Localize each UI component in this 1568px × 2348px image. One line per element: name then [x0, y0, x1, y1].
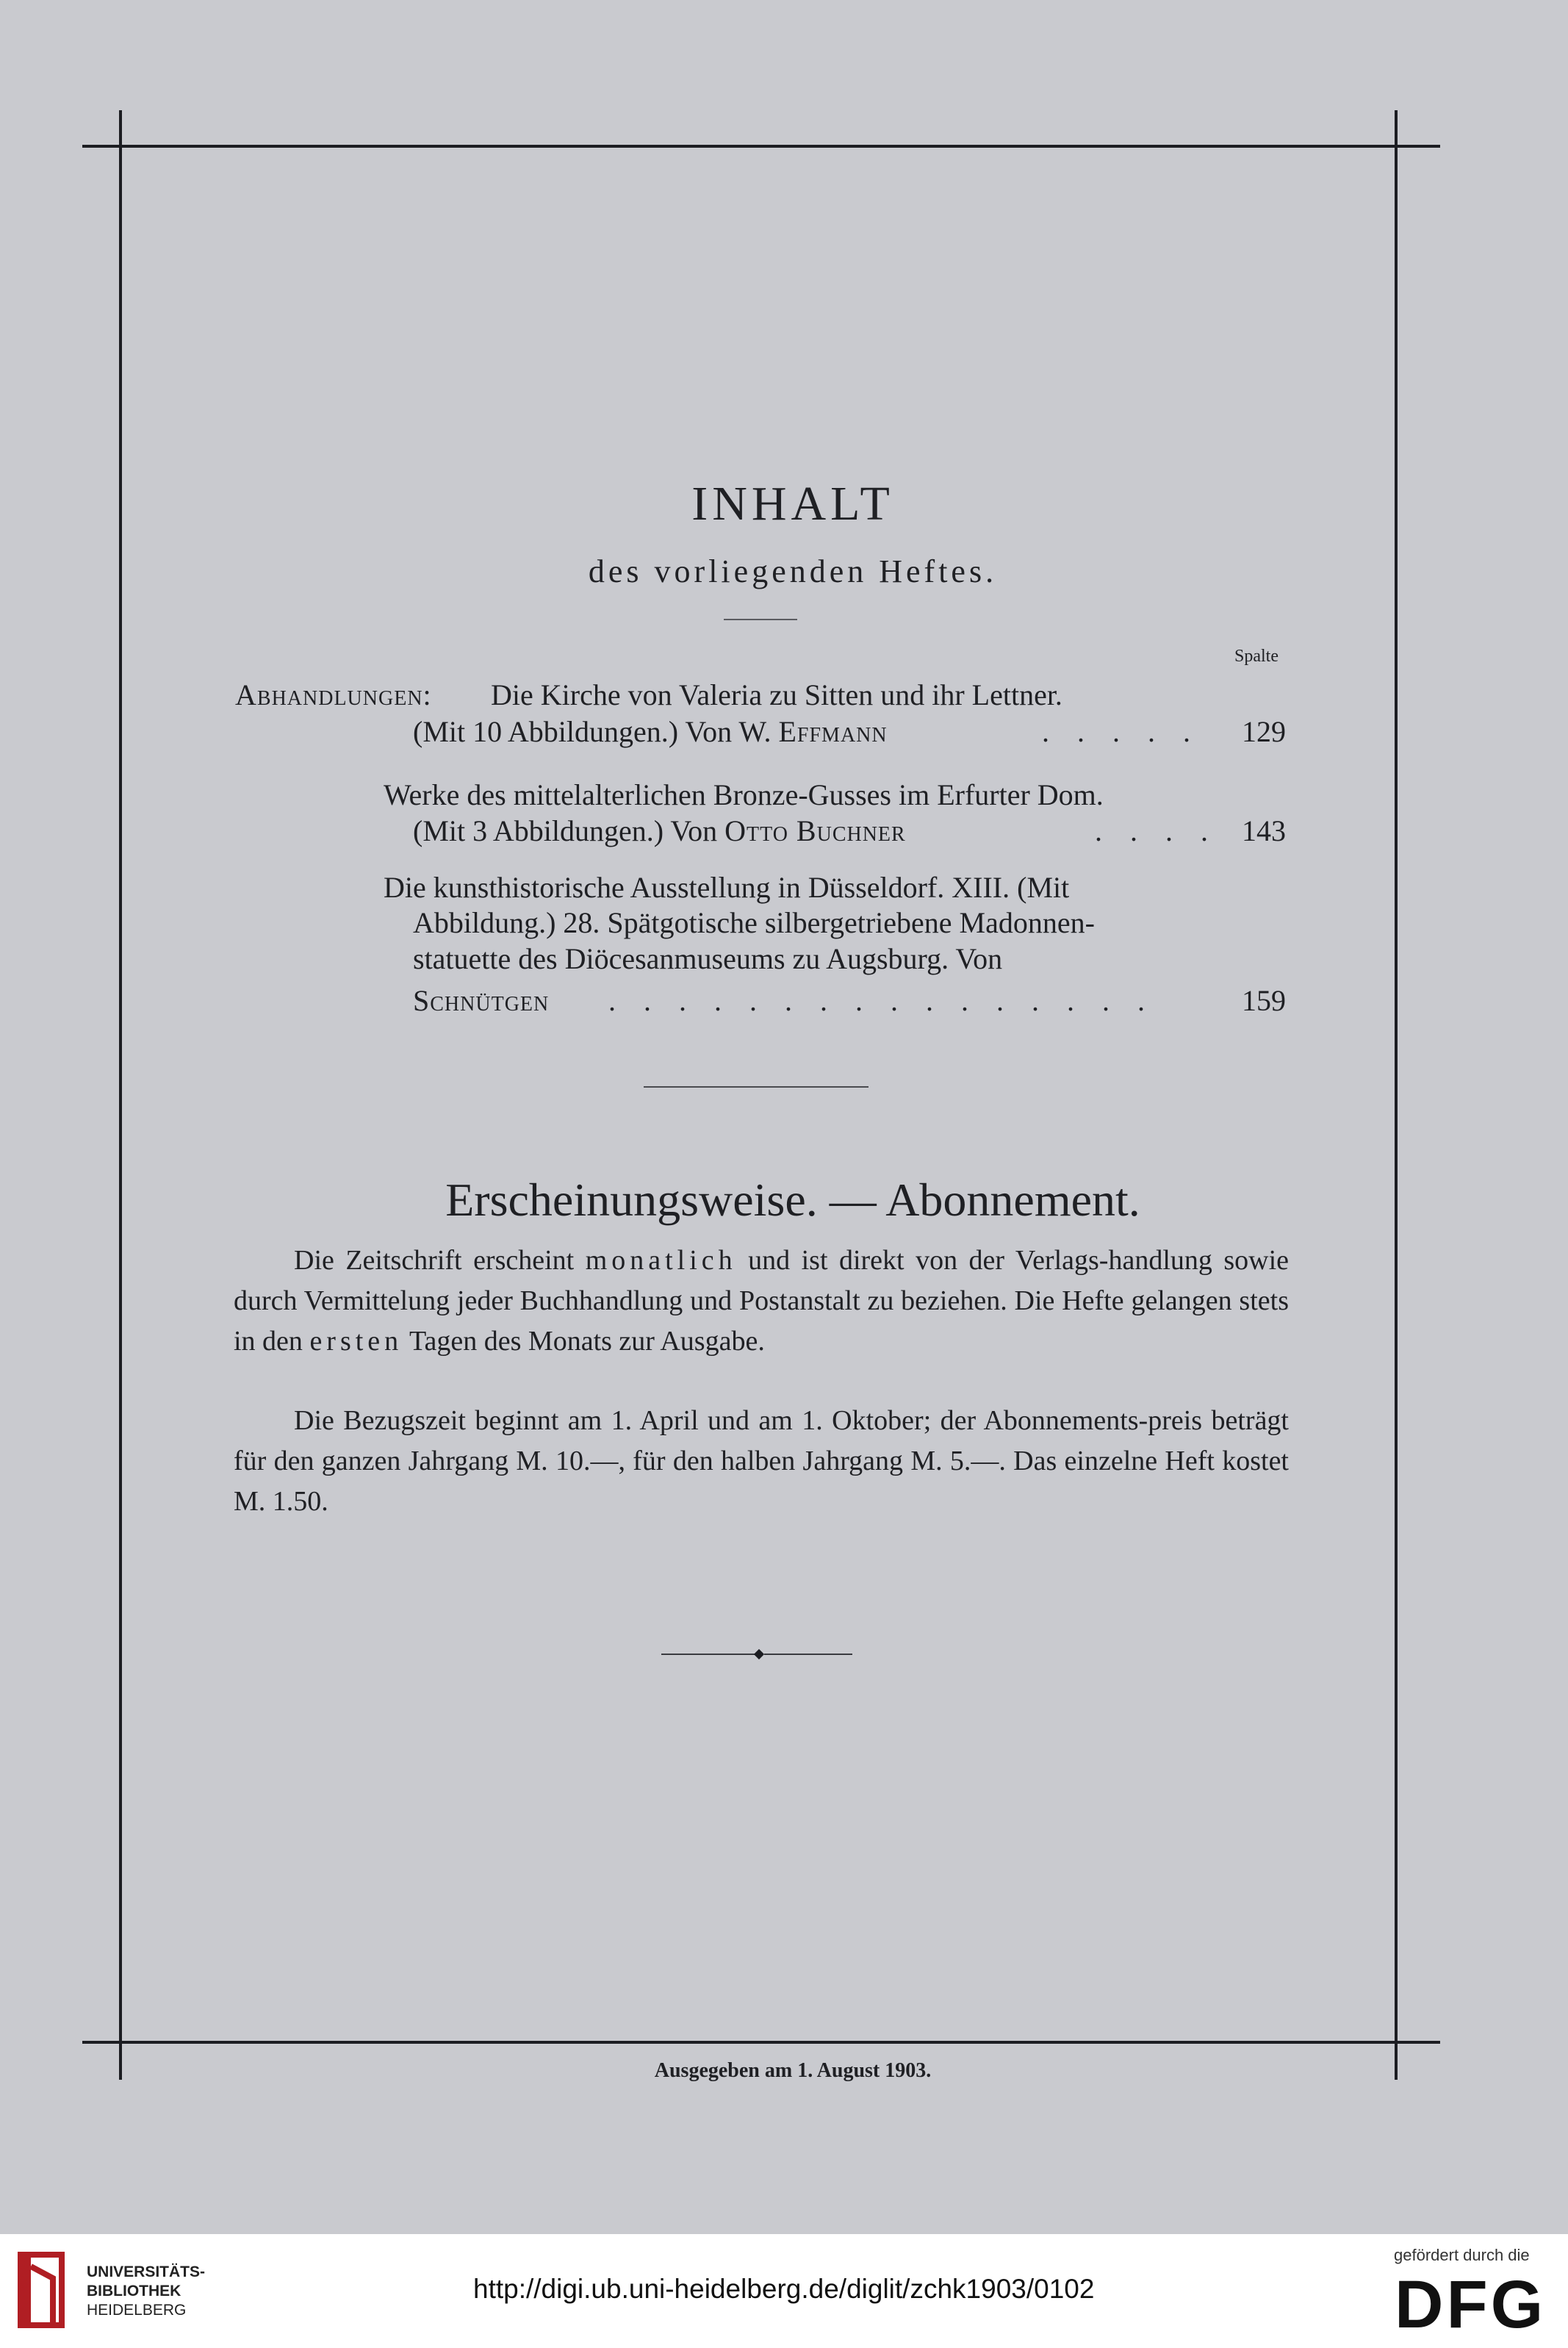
toc-entry-3-leader: . . . . . . . . . . . . . . . . — [608, 984, 1155, 1017]
library-logo-icon — [18, 2250, 76, 2331]
toc-entry-1-leader: . . . . . — [1042, 715, 1201, 748]
ornament-rule-left — [661, 1654, 757, 1655]
toc-entry-2-page: 143 — [1242, 814, 1286, 847]
toc-entry-3-line1: Die kunsthistorische Ausstellung in Düsseldorf. XIII. (Mit — [384, 871, 1070, 904]
p1-text-a: Die Zeitschrift erscheint — [294, 1245, 586, 1276]
subscription-paragraph-1 — [234, 1241, 1289, 1362]
subscription-heading: Erscheinungsweise. — Abonnement. — [445, 1174, 1140, 1226]
library-name-line2: BIBLIOTHEK — [87, 2283, 181, 2299]
toc-title: INHALT — [691, 477, 894, 531]
toc-entry-3-line2: Abbildung.) 28. Spätgotische silbergetriebene Madonnen- — [413, 906, 1095, 939]
p1-text-c: Tagen des Monats zur Ausgabe. — [403, 1326, 765, 1357]
frame-top-rule — [82, 145, 1440, 148]
p1-spaced-monatlich: monatlich — [585, 1245, 737, 1276]
frame-right-rule — [1395, 110, 1398, 2080]
p1-spaced-ersten: ersten — [309, 1326, 403, 1357]
ornament-rule-right — [764, 1654, 852, 1655]
digitization-footer — [0, 2234, 1568, 2348]
toc-entry-3-author: Schnütgen — [413, 984, 550, 1017]
toc-entry-2-leader: . . . . — [1095, 814, 1218, 847]
toc-entry-1-page: 129 — [1242, 715, 1286, 748]
issue-date: Ausgegeben am 1. August 1903. — [654, 2059, 932, 2082]
toc-entry-2-text: (Mit 3 Abbildungen.) Von — [413, 814, 725, 847]
dfg-logo: DFG — [1395, 2267, 1547, 2342]
funded-by-label: gefördert durch die — [1394, 2246, 1530, 2264]
permalink-url[interactable]: http://digi.ub.uni-heidelberg.de/diglit/zchk1903/0102 — [473, 2274, 1095, 2304]
toc-entry-2-line2 — [413, 814, 906, 848]
section-label: Abhandlungen: — [235, 678, 432, 711]
ornament-diamond — [754, 1649, 764, 1659]
title-divider — [724, 619, 797, 620]
toc-entry-1-author: Effmann — [778, 715, 888, 748]
toc-entry-2-line1: Werke des mittelalterlichen Bronze-Gusses im Erfurter Dom. — [384, 778, 1104, 811]
toc-subtitle: des vorliegenden Heftes. — [588, 553, 998, 589]
toc-entry-3-line3: statuette des Diöcesanmuseums zu Augsburg. Von — [413, 942, 1003, 975]
library-name-line3: HEIDELBERG — [87, 2302, 187, 2319]
library-name-line1: UNIVERSITÄTS- — [87, 2263, 206, 2280]
toc-entry-1-line2 — [413, 714, 888, 749]
p1-text-b: und ist direkt von der Verlags-handlung sowie durch Vermittelung jeder Buchhandlung und Postanstalt zu beziehen. Die Hefte gelangen stets in den — [234, 1245, 1289, 1357]
subscription-paragraph-2: Die Bezugszeit beginnt am 1. April und am 1. Oktober; der Abonnements-preis beträgt für den ganzen Jahrgang M. 10.—, für den halben Jahrgang M. 5.—. Das einzelne Heft kostet M. 1.50. — [234, 1405, 1289, 1517]
toc-entry-1-text: (Mit 10 Abbildungen.) Von W. — [413, 715, 779, 748]
frame-bottom-rule — [82, 2041, 1440, 2044]
toc-entry-2-author: Otto Buchner — [724, 814, 906, 847]
toc-entry-1-line1: Die Kirche von Valeria zu Sitten und ihr Lettner. — [491, 678, 1062, 711]
column-label: Spalte — [1234, 647, 1279, 666]
toc-entry-3-page: 159 — [1242, 984, 1286, 1017]
frame-left-rule — [119, 110, 122, 2080]
toc-divider — [644, 1086, 868, 1088]
